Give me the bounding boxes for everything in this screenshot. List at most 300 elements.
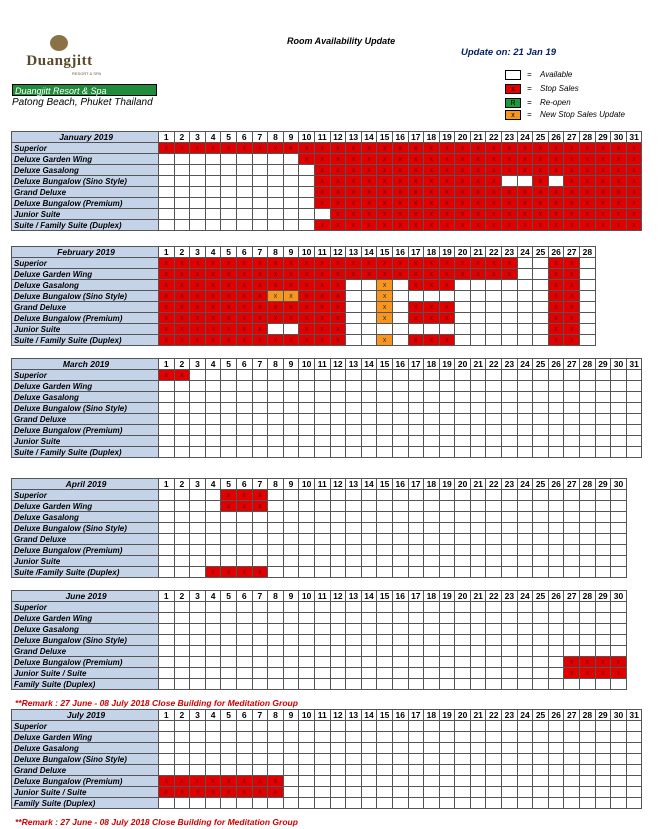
available-cell (486, 613, 502, 624)
available-cell (548, 425, 564, 436)
stop-sales-cell: x (392, 269, 408, 280)
available-cell (299, 436, 315, 447)
remark-note: **Remark : 27 June - 08 July 2018 Close Building for Meditation Group (15, 817, 298, 827)
stop-sales-cell: x (236, 490, 252, 501)
stop-sales-cell: x (221, 335, 237, 346)
available-cell (174, 679, 190, 690)
available-cell (283, 721, 299, 732)
available-cell (626, 414, 642, 425)
available-cell (470, 291, 486, 302)
room-type-label: Suite / Family Suite (Duplex) (12, 220, 159, 231)
available-cell (439, 732, 455, 743)
available-cell (268, 635, 284, 646)
stop-sales-cell: x (564, 198, 580, 209)
available-cell (346, 302, 362, 313)
available-cell (283, 765, 299, 776)
available-cell (330, 668, 346, 679)
stop-sales-cell: x (190, 313, 206, 324)
stop-sales-cell: x (299, 280, 315, 291)
stop-sales-cell: x (361, 220, 377, 231)
room-type-label: Deluxe Bungalow (Premium) (12, 657, 159, 668)
available-cell (517, 291, 533, 302)
stop-sales-cell: x (236, 313, 252, 324)
day-header: 10 (299, 591, 315, 602)
available-cell (174, 220, 190, 231)
room-type-label: Deluxe Gasalong (12, 743, 159, 754)
day-header: 22 (486, 479, 502, 490)
available-cell (470, 425, 486, 436)
available-cell (361, 613, 377, 624)
stop-sales-cell: x (252, 280, 268, 291)
month-calendar (11, 590, 627, 690)
day-header: 4 (205, 247, 221, 258)
stop-sales-cell: x (268, 776, 284, 787)
legend-equals: = (527, 110, 532, 119)
available-cell (486, 776, 502, 787)
available-cell (252, 209, 268, 220)
day-header: 20 (455, 479, 471, 490)
available-cell (439, 501, 455, 512)
available-cell (502, 414, 518, 425)
available-cell (455, 425, 471, 436)
stop-sales-cell: x (392, 198, 408, 209)
available-cell (283, 567, 299, 578)
stop-sales-cell: x (392, 220, 408, 231)
day-header: 25 (533, 359, 549, 370)
available-cell (314, 523, 330, 534)
room-type-label: Deluxe Gasalong (12, 624, 159, 635)
available-cell (408, 635, 424, 646)
stop-sales-cell: x (190, 302, 206, 313)
day-header: 5 (221, 710, 237, 721)
available-cell (626, 776, 642, 787)
room-row (12, 776, 642, 787)
available-cell (268, 679, 284, 690)
available-cell (190, 602, 206, 613)
available-cell (470, 324, 486, 335)
available-cell (236, 512, 252, 523)
day-header: 7 (252, 132, 268, 143)
available-cell (533, 335, 549, 346)
available-cell (346, 436, 362, 447)
available-cell (595, 624, 611, 635)
available-cell (268, 523, 284, 534)
available-cell (268, 381, 284, 392)
available-cell (299, 512, 315, 523)
available-cell (408, 545, 424, 556)
available-cell (439, 381, 455, 392)
available-cell (283, 512, 299, 523)
available-cell (377, 787, 393, 798)
available-cell (470, 335, 486, 346)
available-cell (377, 501, 393, 512)
room-type-label: Deluxe Gasalong (12, 280, 159, 291)
available-cell (268, 392, 284, 403)
stop-sales-cell: x (361, 258, 377, 269)
stop-sales-cell: x (174, 258, 190, 269)
stop-sales-cell: x (611, 657, 627, 668)
available-cell (424, 392, 440, 403)
available-cell (236, 545, 252, 556)
available-cell (346, 556, 362, 567)
available-cell (346, 545, 362, 556)
stop-sales-cell: x (299, 291, 315, 302)
available-cell (470, 447, 486, 458)
stop-sales-cell: x (314, 187, 330, 198)
available-cell (299, 209, 315, 220)
available-cell (517, 436, 533, 447)
available-cell (502, 425, 518, 436)
available-cell (252, 220, 268, 231)
available-cell (236, 754, 252, 765)
available-cell (408, 567, 424, 578)
available-cell (221, 679, 237, 690)
stop-sales-cell: x (439, 187, 455, 198)
available-cell (190, 414, 206, 425)
stop-sales-cell: x (408, 269, 424, 280)
stop-sales-cell: x (470, 165, 486, 176)
available-cell (564, 754, 580, 765)
stop-sales-cell: x (564, 313, 580, 324)
available-cell (408, 436, 424, 447)
available-cell (486, 512, 502, 523)
available-cell (205, 534, 221, 545)
available-cell (595, 392, 611, 403)
stop-sales-cell: x (159, 302, 175, 313)
available-cell (502, 743, 518, 754)
stop-sales-cell: x (439, 313, 455, 324)
day-header: 27 (564, 359, 580, 370)
available-cell (486, 754, 502, 765)
day-header: 25 (533, 132, 549, 143)
available-cell (268, 556, 284, 567)
available-cell (159, 165, 175, 176)
available-cell (268, 501, 284, 512)
available-cell (424, 754, 440, 765)
available-cell (439, 679, 455, 690)
available-cell (252, 198, 268, 209)
available-cell (611, 567, 627, 578)
available-cell (221, 754, 237, 765)
available-cell (517, 624, 533, 635)
stop-sales-cell: x (564, 324, 580, 335)
available-cell (346, 324, 362, 335)
month-table (11, 358, 642, 458)
day-header: 4 (205, 132, 221, 143)
day-header: 10 (299, 710, 315, 721)
day-header: 12 (330, 132, 346, 143)
room-row (12, 512, 627, 523)
day-header: 24 (517, 710, 533, 721)
day-header: 1 (159, 710, 175, 721)
available-cell (424, 512, 440, 523)
stop-sales-cell: x (502, 165, 518, 176)
available-cell (190, 370, 206, 381)
available-cell (595, 381, 611, 392)
available-cell (190, 501, 206, 512)
available-cell (159, 668, 175, 679)
day-header: 13 (346, 247, 362, 258)
stop-sales-cell: x (314, 154, 330, 165)
day-header: 13 (346, 359, 362, 370)
stop-sales-cell: x (174, 335, 190, 346)
available-cell (174, 635, 190, 646)
available-cell (486, 403, 502, 414)
stop-sales-cell: x (346, 165, 362, 176)
stop-sales-cell: x (221, 143, 237, 154)
stop-sales-cell: x (268, 335, 284, 346)
available-cell (470, 302, 486, 313)
room-row (12, 403, 642, 414)
day-header: 19 (439, 359, 455, 370)
available-cell (580, 302, 596, 313)
available-cell (190, 556, 206, 567)
stop-sales-cell: x (548, 258, 564, 269)
available-cell (455, 765, 471, 776)
stop-sales-cell: x (174, 302, 190, 313)
stop-sales-cell: x (580, 220, 596, 231)
available-cell (330, 613, 346, 624)
available-cell (392, 646, 408, 657)
available-cell (502, 787, 518, 798)
room-type-label: Junior Suite / Suite (12, 787, 159, 798)
available-cell (455, 280, 471, 291)
available-cell (252, 613, 268, 624)
available-cell (174, 523, 190, 534)
stop-sales-cell: x (626, 209, 642, 220)
available-cell (439, 523, 455, 534)
available-cell (611, 743, 627, 754)
available-cell (548, 512, 564, 523)
available-cell (361, 324, 377, 335)
room-row (12, 258, 596, 269)
available-cell (330, 523, 346, 534)
available-cell (595, 679, 611, 690)
available-cell (299, 635, 315, 646)
day-header: 23 (502, 359, 518, 370)
available-cell (174, 414, 190, 425)
available-cell (502, 798, 518, 809)
day-header: 23 (502, 710, 518, 721)
logo-tagline: RESORT & SPA (72, 71, 102, 76)
available-cell (533, 534, 549, 545)
available-cell (548, 721, 564, 732)
day-header: 17 (408, 710, 424, 721)
available-cell (205, 425, 221, 436)
day-header: 18 (424, 132, 440, 143)
stop-sales-cell: x (283, 302, 299, 313)
available-cell (424, 776, 440, 787)
available-cell (470, 765, 486, 776)
available-cell (626, 732, 642, 743)
available-cell (190, 668, 206, 679)
day-header: 14 (361, 132, 377, 143)
day-header: 24 (517, 479, 533, 490)
stop-sales-cell: x (408, 209, 424, 220)
stop-sales-cell: x (283, 143, 299, 154)
available-cell (439, 624, 455, 635)
available-cell (533, 490, 549, 501)
room-row (12, 335, 596, 346)
available-cell (174, 534, 190, 545)
day-header: 21 (470, 359, 486, 370)
available-cell (221, 187, 237, 198)
stop-sales-cell: x (252, 258, 268, 269)
available-cell (424, 324, 440, 335)
available-cell (517, 657, 533, 668)
available-cell (626, 370, 642, 381)
available-cell (314, 602, 330, 613)
stop-sales-cell: x (236, 776, 252, 787)
available-cell (268, 414, 284, 425)
available-cell (377, 523, 393, 534)
available-cell (330, 787, 346, 798)
stop-sales-cell: x (548, 209, 564, 220)
available-cell (486, 392, 502, 403)
available-cell (533, 280, 549, 291)
available-cell (205, 403, 221, 414)
available-cell (361, 280, 377, 291)
stop-sales-cell: x (190, 787, 206, 798)
room-row (12, 220, 642, 231)
available-cell (626, 392, 642, 403)
available-cell (236, 657, 252, 668)
day-header: 16 (392, 591, 408, 602)
available-cell (439, 556, 455, 567)
legend-swatch (505, 70, 521, 80)
stop-sales-cell: x (190, 258, 206, 269)
available-cell (159, 176, 175, 187)
available-cell (252, 447, 268, 458)
available-cell (486, 324, 502, 335)
available-cell (502, 436, 518, 447)
stop-sales-cell: x (611, 143, 627, 154)
day-header: 3 (190, 132, 206, 143)
available-cell (221, 165, 237, 176)
day-header: 1 (159, 591, 175, 602)
stop-sales-cell: x (455, 176, 471, 187)
stop-sales-cell: x (439, 165, 455, 176)
available-cell (236, 392, 252, 403)
available-cell (283, 657, 299, 668)
available-cell (221, 176, 237, 187)
available-cell (392, 302, 408, 313)
available-cell (283, 392, 299, 403)
day-header: 6 (236, 591, 252, 602)
stop-sales-cell: x (548, 302, 564, 313)
stop-sales-cell: x (314, 280, 330, 291)
available-cell (159, 567, 175, 578)
available-cell (408, 798, 424, 809)
day-header: 7 (252, 247, 268, 258)
available-cell (299, 743, 315, 754)
stop-sales-cell: x (159, 269, 175, 280)
available-cell (392, 787, 408, 798)
available-cell (502, 302, 518, 313)
available-cell (283, 732, 299, 743)
day-header: 8 (268, 479, 284, 490)
available-cell (221, 403, 237, 414)
day-header: 5 (221, 591, 237, 602)
available-cell (346, 381, 362, 392)
stop-sales-cell: x (236, 501, 252, 512)
available-cell (408, 501, 424, 512)
room-type-label: Deluxe Gasalong (12, 512, 159, 523)
available-cell (236, 635, 252, 646)
available-cell (408, 523, 424, 534)
available-cell (346, 370, 362, 381)
stop-sales-cell: x (252, 776, 268, 787)
stop-sales-cell: x (361, 143, 377, 154)
stop-sales-cell: x (236, 143, 252, 154)
available-cell (236, 534, 252, 545)
available-cell (314, 209, 330, 220)
available-cell (221, 556, 237, 567)
stop-sales-cell: x (236, 324, 252, 335)
available-cell (611, 447, 627, 458)
available-cell (392, 501, 408, 512)
available-cell (314, 798, 330, 809)
available-cell (159, 490, 175, 501)
available-cell (314, 436, 330, 447)
available-cell (190, 198, 206, 209)
stop-sales-cell: x (159, 291, 175, 302)
day-header: 14 (361, 591, 377, 602)
stop-sales-cell: x (533, 176, 549, 187)
available-cell (533, 668, 549, 679)
stop-sales-cell: x (190, 776, 206, 787)
available-cell (299, 425, 315, 436)
available-cell (268, 743, 284, 754)
available-cell (455, 447, 471, 458)
available-cell (361, 436, 377, 447)
room-row (12, 798, 642, 809)
available-cell (424, 425, 440, 436)
available-cell (548, 613, 564, 624)
stop-sales-cell: x (330, 154, 346, 165)
available-cell (517, 765, 533, 776)
day-header: 13 (346, 591, 362, 602)
available-cell (517, 258, 533, 269)
stop-sales-cell: x (283, 335, 299, 346)
day-header: 20 (455, 132, 471, 143)
available-cell (580, 523, 596, 534)
available-cell (283, 187, 299, 198)
page-title: Room Availability Update (287, 36, 396, 46)
available-cell (377, 668, 393, 679)
available-cell (283, 490, 299, 501)
available-cell (486, 567, 502, 578)
available-cell (548, 501, 564, 512)
stop-sales-cell: x (252, 143, 268, 154)
available-cell (486, 335, 502, 346)
available-cell (533, 776, 549, 787)
day-header: 15 (377, 247, 393, 258)
available-cell (236, 436, 252, 447)
available-cell (174, 743, 190, 754)
available-cell (268, 425, 284, 436)
day-header: 10 (299, 247, 315, 258)
available-cell (486, 743, 502, 754)
available-cell (205, 721, 221, 732)
stop-sales-cell: x (314, 176, 330, 187)
available-cell (346, 635, 362, 646)
available-cell (330, 679, 346, 690)
stop-sales-cell: x (268, 787, 284, 798)
stop-sales-cell: x (502, 198, 518, 209)
stop-sales-cell: x (626, 220, 642, 231)
room-type-label: Grand Deluxe (12, 646, 159, 657)
